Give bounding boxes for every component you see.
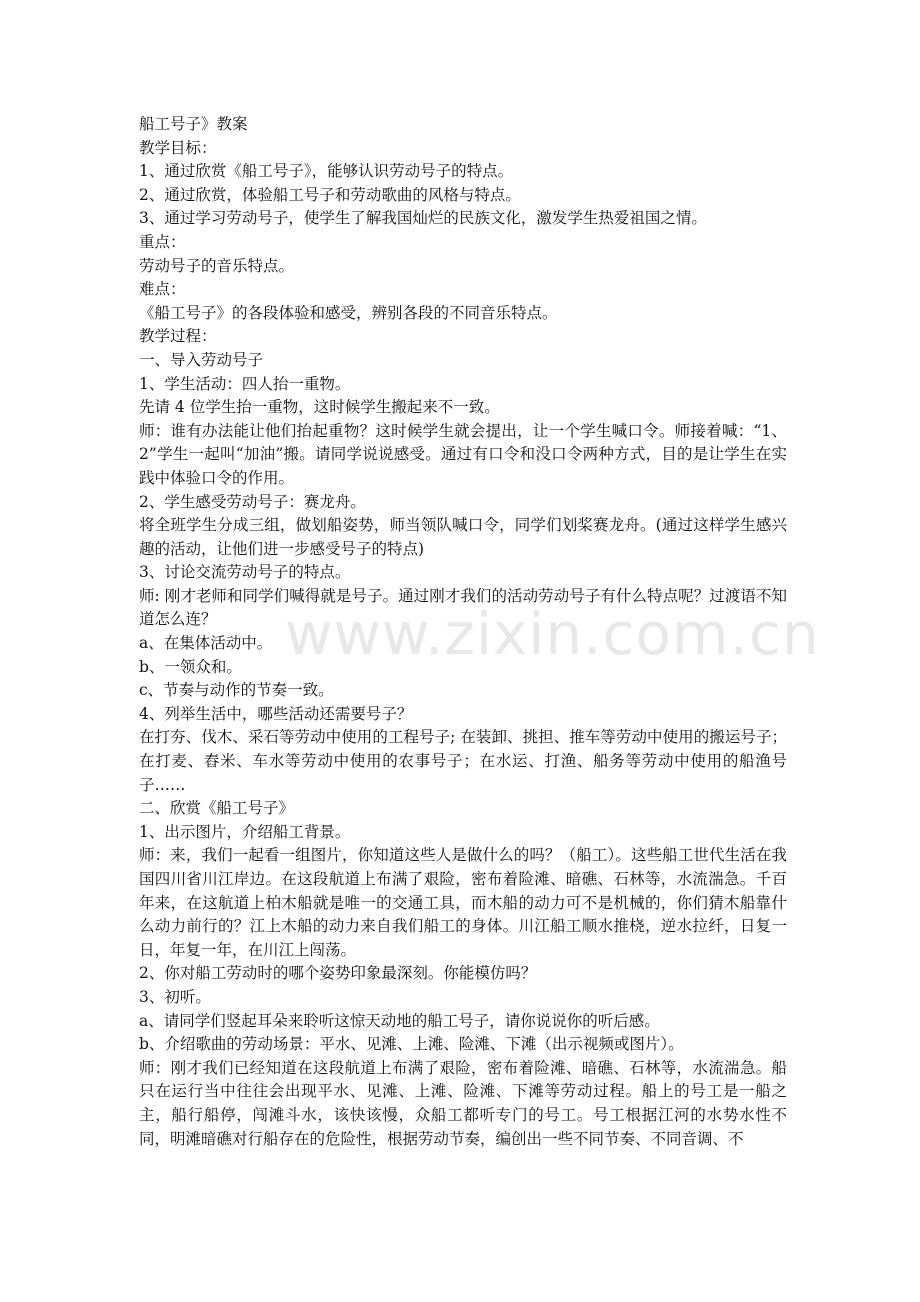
heading-process: 教学过程：	[139, 327, 217, 346]
feature-a: a、在集体活动中。	[139, 634, 273, 653]
listen-b: b、介绍歌曲的劳动场景：平水、见滩、上滩、险滩、下滩（出示视频或图片）。	[139, 1035, 684, 1054]
step-1-4: 4、列举生活中，哪些活动还需要号子？	[139, 704, 413, 723]
feature-c: c、节奏与动作的节奏一致。	[139, 681, 334, 700]
document-body	[139, 113, 787, 1151]
teacher-dialogue-1: 师：谁有办法能让他们抬起重物？这时候学生就会提出，让一个学生喊口令。师接着喊：“1、2”学生一起叫“加油”搬。请同学说说感受。通过有口令和没口令两种方式，目的是让学生在实践中体验口令的作用。	[139, 421, 787, 487]
section-1-heading: 一、导入劳动号子	[139, 350, 264, 369]
key-point-text: 劳动号子的音乐特点。	[139, 256, 295, 275]
listen-a: a、请同学们竖起耳朵来聆听这惊天动地的船工号子，请你说说你的听后感。	[139, 1011, 660, 1030]
objective-1: 1、通过欣赏《船工号子》，能够认识劳动号子的特点。	[139, 162, 514, 181]
section-2-heading: 二、欣赏《船工号子》	[139, 799, 295, 818]
teacher-dialogue-2: 师: 刚才老师和同学们喊得就是号子。通过刚才我们的活动劳动号子有什么特点呢？过渡语不知道怎么连？	[139, 586, 787, 629]
step-2-3: 3、初听。	[139, 987, 211, 1006]
watermark-text: www.zixin.com.cn	[285, 600, 820, 668]
step-1-1: 1、学生活动：四人抬一重物。	[139, 374, 351, 393]
step-1-4-text: 在打夯、伐木、采石等劳动中使用的工程号子; 在装卸、挑担、推车等劳动中使用的搬运号子；在打麦、舂米、车水等劳动中使用的农事号子；在水运、打渔、船务等劳动中使用的船渔号子……	[139, 728, 787, 794]
step-2-1: 1、出示图片，介绍船工背景。	[139, 822, 351, 841]
objective-3: 3、通过学习劳动号子，使学生了解我国灿烂的民族文化，激发学生热爱祖国之情。	[139, 209, 707, 228]
feature-b: b、一领众和。	[139, 657, 242, 676]
difficulty-text: 《船工号子》的各段体验和感受，辨别各段的不同音乐特点。	[139, 303, 558, 322]
heading-objectives: 教学目标：	[139, 138, 217, 157]
step-1-1-text: 先请 4 位学生抬一重物，这时候学生搬起来不一致。	[139, 398, 500, 417]
document-title: 船工号子》教案	[139, 115, 248, 133]
step-1-3: 3、讨论交流劳动号子的特点。	[139, 563, 351, 582]
heading-difficulties: 难点：	[139, 280, 186, 299]
heading-key-points: 重点：	[139, 232, 186, 251]
step-1-2: 2、学生感受劳动号子：赛龙舟。	[139, 492, 366, 511]
teacher-dialogue-3: 师：来，我们一起看一组图片，你知道这些人是做什么的吗？（船工）。这些船工世代生活在我国四川省川江岸边。在这段航道上布满了艰险，密布着险滩、暗礁、石林等，水流湍急。千百年来，在这航道上柏木船就是唯一的交通工具，而木船的动力可不是机械的，你们猜木船靠什么动力前行的？江上木船的动力来自我们船工的身体。川江船工顺水推桡，逆水拉纤，日复一日，年复一年，在川江上闯荡。	[139, 846, 787, 959]
objective-2: 2、通过欣赏，体验船工号子和劳动歌曲的风格与特点。	[139, 185, 521, 204]
step-1-2-text: 将全班学生分成三组，做划船姿势，师当领队喊口令，同学们划桨赛龙舟。(通过这样学生感兴趣的活动，让他们进一步感受号子的特点)	[139, 516, 787, 558]
step-2-2: 2、你对船工劳动时的哪个姿势印象最深刻。你能模仿吗？	[139, 964, 537, 983]
teacher-dialogue-4: 师：刚才我们已经知道在这段航道上布满了艰险，密布着险滩、暗礁、石林等，水流湍急。船只在运行当中往往会出现平水、见滩、上滩、险滩、下滩等劳动过程。船上的号工是一船之主，船行船停，闯滩斗水，该快该慢，众船工都听专门的号工。号工根据江河的水势水性不同，明滩暗礁对行船存在的危险性，根据劳动节奏，编创出一些不同节奏、不同音调、不	[139, 1058, 787, 1148]
